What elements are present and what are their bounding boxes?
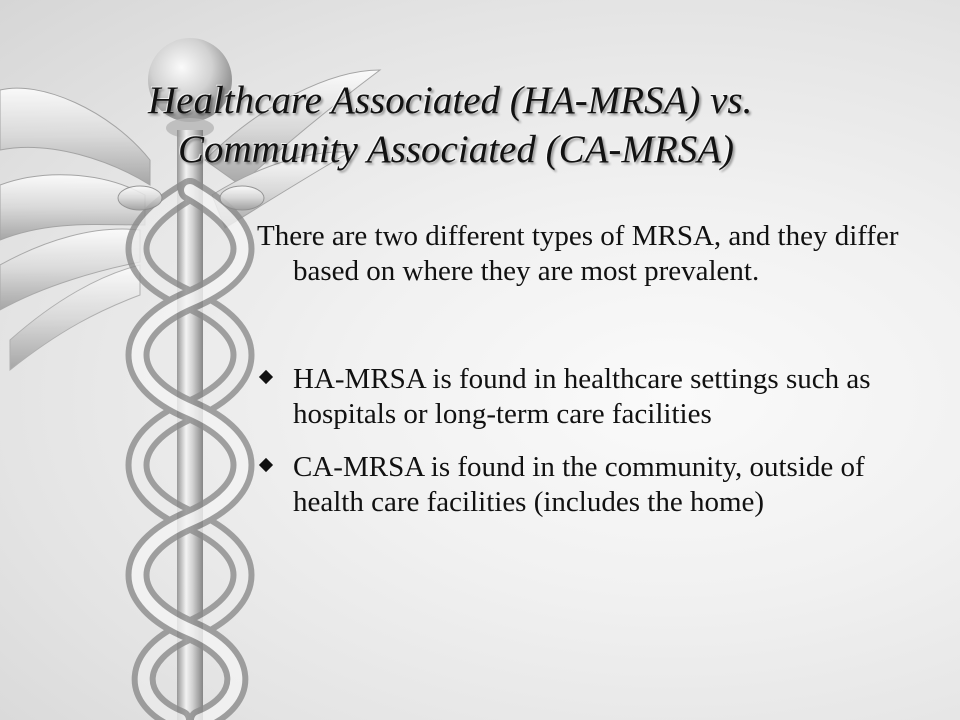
bullet-item bbox=[257, 450, 917, 520]
intro-paragraph: There are two different types of MRSA, and they differ based on where they are most prevalent. bbox=[257, 220, 899, 287]
slide-title bbox=[148, 76, 752, 174]
slide-body bbox=[257, 219, 917, 520]
bullet-text: HA-MRSA is found in healthcare settings such as hospitals or long-term care facilities bbox=[293, 363, 871, 430]
diamond-bullet-icon bbox=[259, 458, 273, 472]
diamond-bullet-icon bbox=[259, 370, 273, 384]
slide-title-line-1: Healthcare Associated (HA-MRSA) vs. bbox=[148, 79, 753, 122]
bullet-item bbox=[257, 362, 917, 432]
slide-title-line-2: Community Associated (CA-MRSA) bbox=[178, 128, 735, 171]
bullet-text: CA-MRSA is found in the community, outside of health care facilities (includes the home) bbox=[293, 451, 865, 518]
